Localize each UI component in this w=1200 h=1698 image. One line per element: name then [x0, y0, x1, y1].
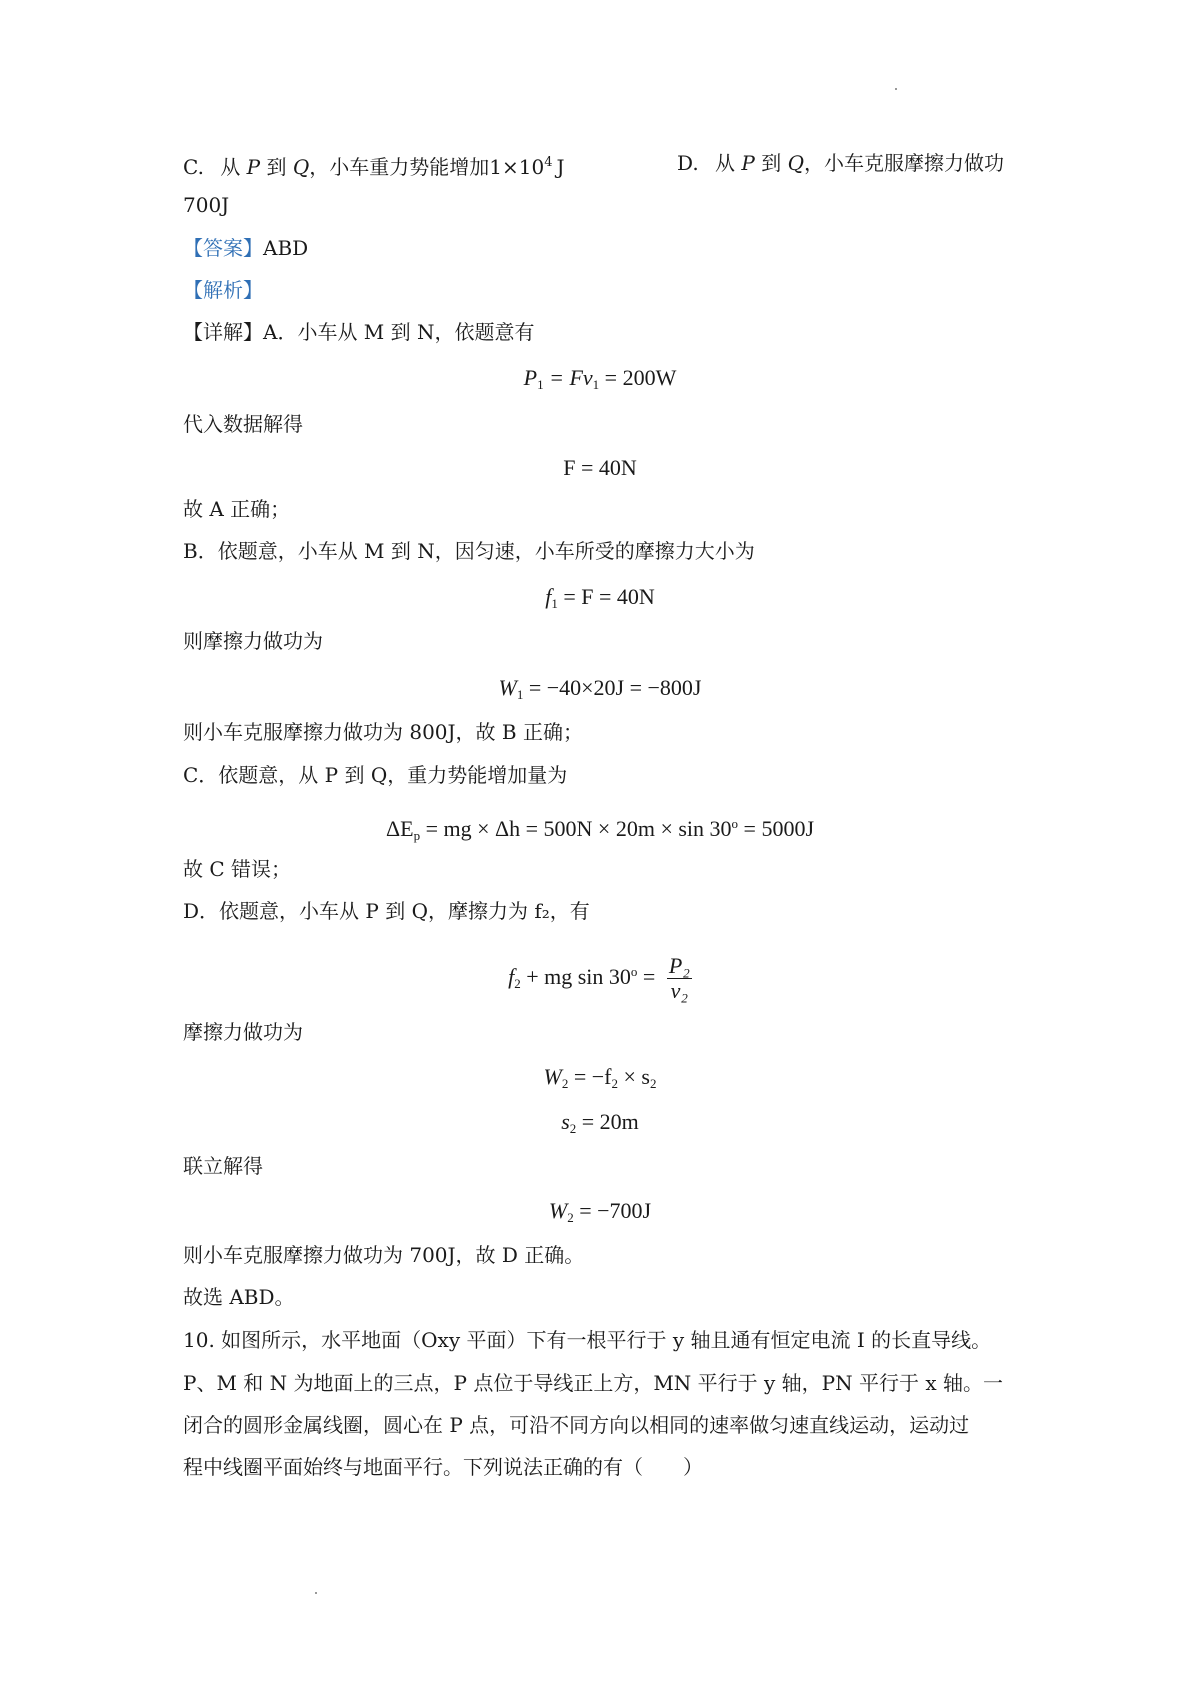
option-d-line [677, 149, 1057, 177]
equation-potential-energy: $\Delta E_p$ = mg × $\Delta h = 500N \times 20m \times \sin 30^o = 5000J$ [385, 816, 815, 843]
detail-d-intro: D．依题意，小车从 P 到 Q，摩擦力为 f₂，有 [183, 899, 590, 923]
detail-c-intro: C．依题意，从 P 到 Q，重力势能增加量为 [183, 763, 568, 787]
d-conclusion: 则小车克服摩擦力做功为 700J，故 D 正确。 [183, 1243, 585, 1267]
equation-force: F = 40N [563, 455, 637, 480]
substitute-text: 代入数据解得 [183, 412, 303, 436]
equation-friction: $f_1 = F = 40N$ [545, 584, 655, 611]
equation-work-2: $W_2 = -f_2 \times s_2$ [543, 1064, 657, 1091]
option-d-text: 到 [761, 151, 782, 175]
fraction: $\frac{\text{P₂}}{\text{v₂}}$ [668, 953, 690, 1004]
option-d-label: D. [677, 151, 699, 175]
option-c-q: Q [292, 155, 310, 179]
option-c-unit: J [556, 155, 565, 179]
answer-value: ABD [263, 236, 309, 260]
option-c-p: P [246, 155, 261, 179]
option-c-value: 1×10 [489, 155, 545, 179]
analysis-label: 【解析】 [183, 278, 263, 302]
option-d-value: 700J [183, 193, 230, 217]
c-conclusion: 故 C 错误； [183, 857, 292, 881]
detail-b-intro: B．依题意，小车从 M 到 N，因匀速，小车所受的摩擦力大小为 [183, 539, 755, 563]
option-c-label: C. [183, 155, 204, 179]
question-10-line-3: 闭合的圆形金属线圈，圆心在 P 点，可沿不同方向以相同的速率做匀速直线运动，运动过 [183, 1413, 970, 1437]
detail-a-intro-line [183, 318, 1053, 346]
equation-force-balance: $f_2$ + mg $\sin 30^o$ = $\frac{\text{P₂}}{\text{v₂}}$ [508, 953, 690, 1004]
b-work-text: 则摩擦力做功为 [183, 629, 323, 653]
a-conclusion: 故 A 正确； [183, 497, 291, 521]
final-answer: 故选 ABD。 [183, 1285, 295, 1309]
option-d-p: P [741, 151, 755, 175]
option-c-text: 到 [266, 155, 287, 179]
scan-speck [895, 88, 897, 90]
answer-label: 【答案】 [183, 236, 263, 260]
solve-text: 联立解得 [183, 1154, 263, 1178]
detail-a-intro: A．小车从 M 到 N，依题意有 [263, 320, 535, 344]
question-10-line-4: 程中线圈平面始终与地面平行。下列说法正确的有（ ） [183, 1455, 703, 1479]
question-10-line-2: P、M 和 N 为地面上的三点，P 点位于导线正上方，MN 平行于 y 轴，PN 平行于 x 轴。一 [183, 1371, 1003, 1395]
b-conclusion: 则小车克服摩擦力做功为 800J，故 B 正确； [183, 720, 583, 744]
equation-work-1: $W_1 = -40\times 20J = -800J$ [498, 675, 702, 702]
option-d-q: Q [787, 151, 804, 175]
equation-power: $P_1 = Fv_1 = 200W$ [523, 365, 677, 392]
question-10-line-1: 10. 如图所示，水平地面（Oxy 平面）下有一根平行于 y 轴且通有恒定电流 I 的长直导线。 [183, 1328, 992, 1352]
equation-displacement: $s_2 = 20m$ [561, 1109, 639, 1136]
option-d-text: 从 [715, 151, 736, 175]
scan-speck [315, 1592, 317, 1594]
option-c-text: ，小车重力势能增加 [309, 155, 490, 179]
answer-line [183, 234, 1053, 262]
detail-label: 【详解】 [183, 320, 263, 344]
equation-work-result: $W_2 = -700J$ [548, 1198, 652, 1225]
option-d-text: ，小车克服摩擦力做功 [804, 151, 1004, 175]
option-c-exponent: 4 [544, 155, 553, 170]
option-c-text: 从 [220, 155, 241, 179]
d-work-text: 摩擦力做功为 [183, 1020, 303, 1044]
